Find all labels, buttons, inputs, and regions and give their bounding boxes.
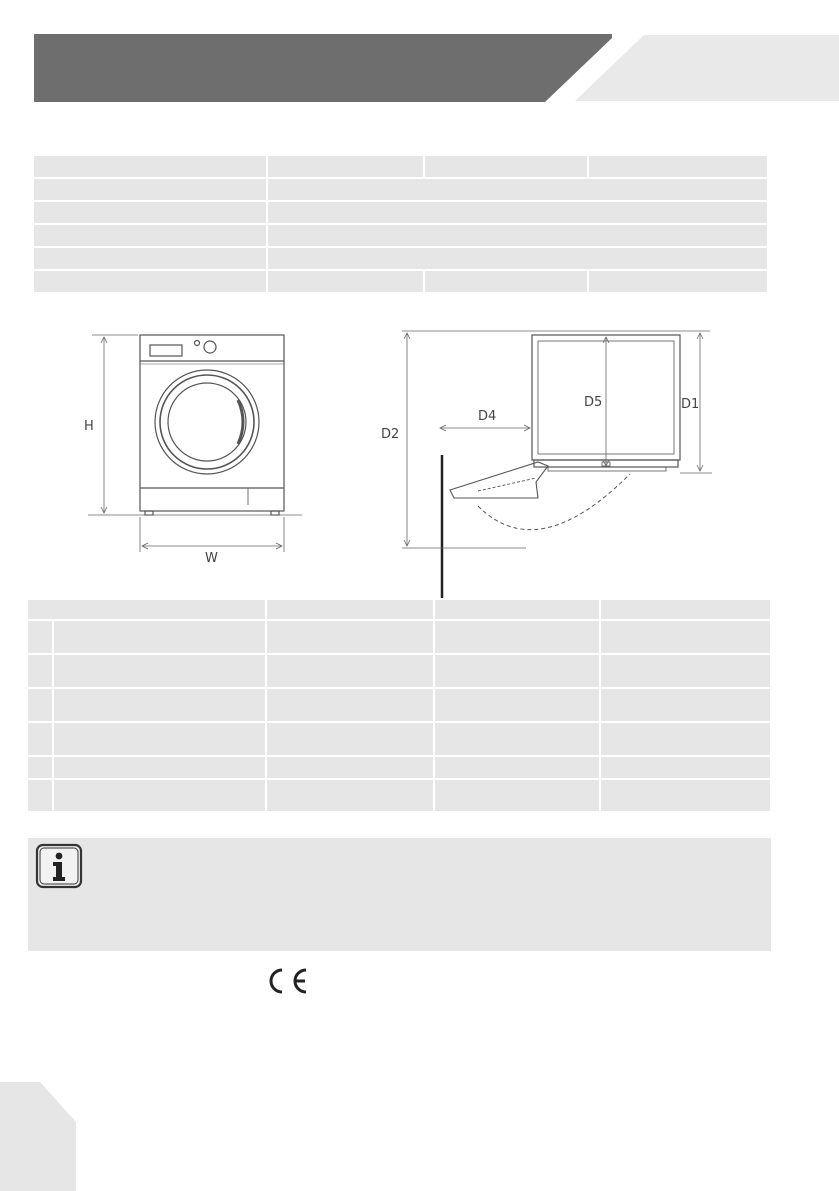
page-corner-tab (0, 1082, 80, 1191)
spec-cell (425, 156, 587, 177)
door-swing-arc (478, 474, 630, 530)
spec-cell (268, 202, 767, 223)
power-button (195, 341, 200, 346)
dimensions-table-row (28, 655, 770, 687)
dimension-cell (435, 621, 599, 653)
dimension-cell (435, 757, 599, 778)
dimension-cell (435, 655, 599, 687)
dimension-cell (267, 689, 433, 721)
spec-cell (34, 271, 266, 292)
dimensions-table (28, 600, 770, 813)
dimension-cell (601, 689, 770, 721)
d4-label: D4 (478, 409, 497, 424)
program-dial (204, 341, 216, 353)
header-banner-dark (34, 34, 612, 102)
spec-cell (268, 179, 767, 200)
spec-cell (589, 156, 767, 177)
dimension-cell (601, 780, 770, 811)
dimensions-header-cell (28, 600, 265, 619)
d1-label: D1 (681, 397, 700, 412)
dimensions-header-cell (601, 600, 770, 619)
width-label: W (205, 551, 218, 566)
dimension-cell (435, 689, 599, 721)
spec-table-row (34, 202, 767, 223)
spec-table-row (34, 156, 767, 177)
dimensions-table-row (28, 621, 770, 653)
spec-cell (34, 248, 266, 269)
dimension-key-cell (28, 689, 52, 721)
height-label: H (84, 419, 94, 434)
dimensions-header-cell (267, 600, 433, 619)
dimension-cell (54, 780, 265, 811)
dimension-key-cell (28, 757, 52, 778)
spec-cell (425, 271, 587, 292)
dimension-cell (267, 757, 433, 778)
spec-cell (34, 225, 266, 246)
d5-label: D5 (584, 395, 603, 410)
info-icon (35, 843, 83, 889)
ce-mark-icon (262, 966, 312, 996)
spec-cell (268, 248, 767, 269)
dimension-key-cell (28, 723, 52, 755)
spec-table-row (34, 248, 767, 269)
dimensions-table-row (28, 757, 770, 778)
dimension-cell (267, 723, 433, 755)
spec-cell (268, 156, 423, 177)
d2-label: D2 (381, 427, 400, 442)
dimensions-table-header (28, 600, 770, 619)
dimension-cell (267, 621, 433, 653)
dimension-key-cell (28, 780, 52, 811)
spec-table (34, 156, 767, 294)
dimensions-table-row (28, 723, 770, 755)
detergent-drawer (150, 345, 182, 356)
top-view-diagram (370, 320, 720, 600)
dimension-cell (54, 655, 265, 687)
dimension-key-cell (28, 655, 52, 687)
open-door (450, 462, 548, 498)
dimension-cell (54, 757, 265, 778)
spec-cell (589, 271, 767, 292)
spec-table-row (34, 225, 767, 246)
dimension-cell (601, 621, 770, 653)
dimension-cell (54, 723, 265, 755)
header-banner-light (575, 35, 839, 101)
door-glass (168, 383, 246, 461)
spec-cell (268, 225, 767, 246)
dimension-cell (601, 655, 770, 687)
spec-table-row (34, 179, 767, 200)
dimension-cell (54, 621, 265, 653)
spec-table-row (34, 271, 767, 292)
spec-cell (268, 271, 423, 292)
header-banner (0, 0, 839, 110)
dimension-cell (601, 757, 770, 778)
info-box (28, 838, 771, 951)
dimension-cell (601, 723, 770, 755)
dimension-cell (267, 780, 433, 811)
spec-cell (34, 156, 266, 177)
front-view-diagram (80, 320, 310, 570)
spec-cell (34, 179, 266, 200)
dimension-cell (435, 780, 599, 811)
dimensions-table-row (28, 689, 770, 721)
dimension-cell (435, 723, 599, 755)
dimensions-table-row (28, 780, 770, 811)
dimension-cell (54, 689, 265, 721)
dimensions-header-cell (435, 600, 599, 619)
dimension-cell (267, 655, 433, 687)
dimension-key-cell (28, 621, 52, 653)
spec-cell (34, 202, 266, 223)
